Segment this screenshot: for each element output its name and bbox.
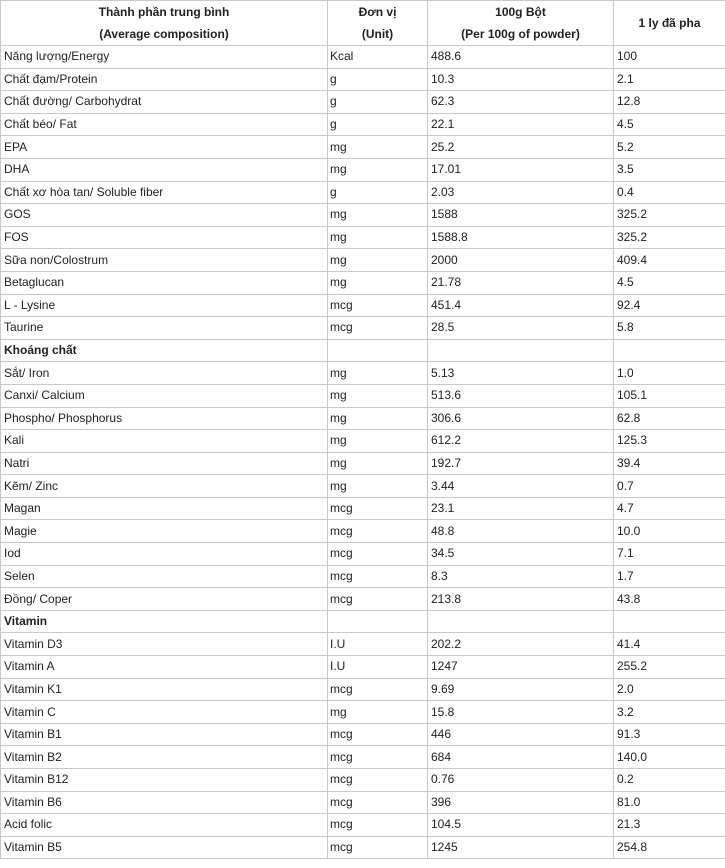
table-row bbox=[1, 656, 725, 679]
empty-cell bbox=[428, 339, 614, 362]
cell-unit: mg bbox=[328, 701, 428, 724]
cell-unit: mg bbox=[328, 136, 428, 159]
cell-per-100g: 23.1 bbox=[428, 497, 614, 520]
cell-name: Chất béo/ Fat bbox=[1, 113, 328, 136]
cell-name: Kẽm/ Zinc bbox=[1, 475, 328, 498]
header-per-cup-label: 1 ly đã pha bbox=[638, 16, 701, 30]
table-row bbox=[1, 294, 725, 317]
cell-unit: mg bbox=[328, 226, 428, 249]
cell-per-100g: 396 bbox=[428, 791, 614, 814]
cell-per-100g: 34.5 bbox=[428, 543, 614, 566]
cell-per-100g: 213.8 bbox=[428, 588, 614, 611]
cell-per-cup: 3.5 bbox=[614, 158, 725, 181]
cell-unit: mg bbox=[328, 475, 428, 498]
cell-per-100g: 192.7 bbox=[428, 452, 614, 475]
cell-per-100g: 446 bbox=[428, 723, 614, 746]
cell-per-cup: 81.0 bbox=[614, 791, 725, 814]
table-row bbox=[1, 520, 725, 543]
table-row bbox=[1, 46, 725, 69]
cell-name: Chất xơ hòa tan/ Soluble fiber bbox=[1, 181, 328, 204]
cell-name: Kali bbox=[1, 430, 328, 453]
table-row bbox=[1, 791, 725, 814]
cell-per-cup: 62.8 bbox=[614, 407, 725, 430]
cell-per-100g: 28.5 bbox=[428, 317, 614, 340]
cell-name: Phospho/ Phosphorus bbox=[1, 407, 328, 430]
table-row bbox=[1, 113, 725, 136]
cell-per-cup: 43.8 bbox=[614, 588, 725, 611]
table-row bbox=[1, 543, 725, 566]
cell-unit: mcg bbox=[328, 769, 428, 792]
cell-per-cup: 0.4 bbox=[614, 181, 725, 204]
cell-per-cup: 1.7 bbox=[614, 565, 725, 588]
cell-name: Vitamin B12 bbox=[1, 769, 328, 792]
cell-per-cup: 125.3 bbox=[614, 430, 725, 453]
cell-unit: g bbox=[328, 181, 428, 204]
table-row bbox=[1, 814, 725, 837]
cell-name: Vitamin D3 bbox=[1, 633, 328, 656]
cell-unit: Kcal bbox=[328, 46, 428, 69]
cell-name: L - Lysine bbox=[1, 294, 328, 317]
cell-unit: mg bbox=[328, 407, 428, 430]
cell-per-cup: 100 bbox=[614, 46, 725, 69]
table-row bbox=[1, 565, 725, 588]
cell-per-100g: 15.8 bbox=[428, 701, 614, 724]
cell-per-cup: 3.2 bbox=[614, 701, 725, 724]
section-title: Vitamin bbox=[1, 610, 328, 633]
header-per-100g-vi: 100g Bột bbox=[495, 5, 546, 19]
cell-per-100g: 25.2 bbox=[428, 136, 614, 159]
cell-name: Sữa non/Colostrum bbox=[1, 249, 328, 272]
section-title: Khoáng chất bbox=[1, 339, 328, 362]
cell-name: FOS bbox=[1, 226, 328, 249]
table-row bbox=[1, 158, 725, 181]
cell-name: Sắt/ Iron bbox=[1, 362, 328, 385]
cell-name: GOS bbox=[1, 204, 328, 227]
cell-unit: mcg bbox=[328, 588, 428, 611]
cell-name: DHA bbox=[1, 158, 328, 181]
table-row bbox=[1, 701, 725, 724]
cell-name: Magie bbox=[1, 520, 328, 543]
cell-name: Chất đạm/Protein bbox=[1, 68, 328, 91]
cell-per-100g: 21.78 bbox=[428, 271, 614, 294]
cell-per-cup: 0.2 bbox=[614, 769, 725, 792]
cell-unit: mg bbox=[328, 271, 428, 294]
cell-name: Natri bbox=[1, 452, 328, 475]
cell-per-cup: 5.2 bbox=[614, 136, 725, 159]
cell-per-cup: 140.0 bbox=[614, 746, 725, 769]
cell-per-100g: 5.13 bbox=[428, 362, 614, 385]
cell-per-cup: 12.8 bbox=[614, 91, 725, 114]
cell-unit: mcg bbox=[328, 543, 428, 566]
cell-per-100g: 22.1 bbox=[428, 113, 614, 136]
cell-name: Vitamin B2 bbox=[1, 746, 328, 769]
cell-per-cup: 39.4 bbox=[614, 452, 725, 475]
cell-unit: mcg bbox=[328, 294, 428, 317]
cell-per-100g: 1245 bbox=[428, 836, 614, 859]
cell-unit: mg bbox=[328, 362, 428, 385]
cell-per-cup: 2.1 bbox=[614, 68, 725, 91]
cell-unit: g bbox=[328, 113, 428, 136]
cell-name: Magan bbox=[1, 497, 328, 520]
cell-per-cup: 325.2 bbox=[614, 226, 725, 249]
table-row bbox=[1, 769, 725, 792]
cell-name: Vitamin A bbox=[1, 656, 328, 679]
cell-name: Năng lượng/Energy bbox=[1, 46, 328, 69]
table-row bbox=[1, 68, 725, 91]
table-row bbox=[1, 204, 725, 227]
cell-per-100g: 684 bbox=[428, 746, 614, 769]
cell-per-cup: 2.0 bbox=[614, 678, 725, 701]
cell-per-cup: 0.7 bbox=[614, 475, 725, 498]
cell-per-cup: 255.2 bbox=[614, 656, 725, 679]
cell-per-100g: 8.3 bbox=[428, 565, 614, 588]
table-row bbox=[1, 91, 725, 114]
cell-unit: mg bbox=[328, 430, 428, 453]
cell-unit: mcg bbox=[328, 678, 428, 701]
cell-unit: mcg bbox=[328, 497, 428, 520]
cell-unit: mcg bbox=[328, 836, 428, 859]
empty-cell bbox=[428, 610, 614, 633]
cell-per-cup: 5.8 bbox=[614, 317, 725, 340]
cell-unit: g bbox=[328, 68, 428, 91]
header-unit bbox=[328, 1, 428, 46]
table-row bbox=[1, 181, 725, 204]
empty-cell bbox=[614, 610, 725, 633]
cell-unit: mg bbox=[328, 158, 428, 181]
cell-per-100g: 0.76 bbox=[428, 769, 614, 792]
cell-per-100g: 10.3 bbox=[428, 68, 614, 91]
cell-name: Vitamin K1 bbox=[1, 678, 328, 701]
section-row bbox=[1, 339, 725, 362]
table-row bbox=[1, 475, 725, 498]
cell-per-cup: 105.1 bbox=[614, 384, 725, 407]
header-per-100g bbox=[428, 1, 614, 46]
cell-unit: mcg bbox=[328, 565, 428, 588]
cell-per-100g: 62.3 bbox=[428, 91, 614, 114]
cell-unit: mg bbox=[328, 249, 428, 272]
cell-name: Vitamin C bbox=[1, 701, 328, 724]
cell-per-cup: 10.0 bbox=[614, 520, 725, 543]
cell-unit: mcg bbox=[328, 520, 428, 543]
table-row bbox=[1, 317, 725, 340]
cell-name: Vitamin B6 bbox=[1, 791, 328, 814]
cell-unit: mg bbox=[328, 204, 428, 227]
cell-name: Canxi/ Calcium bbox=[1, 384, 328, 407]
cell-per-100g: 1588.8 bbox=[428, 226, 614, 249]
cell-name: Vitamin B1 bbox=[1, 723, 328, 746]
cell-per-cup: 4.5 bbox=[614, 113, 725, 136]
cell-per-cup: 91.3 bbox=[614, 723, 725, 746]
header-composition bbox=[1, 1, 328, 46]
cell-per-cup: 92.4 bbox=[614, 294, 725, 317]
cell-per-cup: 325.2 bbox=[614, 204, 725, 227]
table-row bbox=[1, 836, 725, 859]
cell-per-cup: 254.8 bbox=[614, 836, 725, 859]
table-header bbox=[1, 1, 725, 46]
cell-per-cup: 7.1 bbox=[614, 543, 725, 566]
cell-unit: g bbox=[328, 91, 428, 114]
cell-unit: mg bbox=[328, 384, 428, 407]
cell-per-100g: 17.01 bbox=[428, 158, 614, 181]
section-row bbox=[1, 610, 725, 633]
table-row bbox=[1, 678, 725, 701]
cell-name: Đồng/ Coper bbox=[1, 588, 328, 611]
table-row bbox=[1, 271, 725, 294]
table-row bbox=[1, 746, 725, 769]
empty-cell bbox=[328, 610, 428, 633]
table-row bbox=[1, 136, 725, 159]
header-unit-en: (Unit) bbox=[361, 27, 394, 41]
header-unit-vi: Đơn vị bbox=[358, 5, 397, 19]
table-row bbox=[1, 226, 725, 249]
table-row bbox=[1, 430, 725, 453]
cell-name: Selen bbox=[1, 565, 328, 588]
header-composition-vi: Thành phần trung bình bbox=[98, 5, 230, 19]
empty-cell bbox=[328, 339, 428, 362]
cell-per-100g: 202.2 bbox=[428, 633, 614, 656]
cell-unit: I.U bbox=[328, 656, 428, 679]
table-row bbox=[1, 384, 725, 407]
table-row bbox=[1, 497, 725, 520]
cell-unit: mcg bbox=[328, 723, 428, 746]
table-row bbox=[1, 723, 725, 746]
table-row bbox=[1, 588, 725, 611]
cell-per-100g: 513.6 bbox=[428, 384, 614, 407]
table-row bbox=[1, 452, 725, 475]
cell-per-cup: 21.3 bbox=[614, 814, 725, 837]
cell-name: Chất đường/ Carbohydrat bbox=[1, 91, 328, 114]
cell-per-cup: 4.5 bbox=[614, 271, 725, 294]
cell-name: Iod bbox=[1, 543, 328, 566]
table-row bbox=[1, 249, 725, 272]
cell-name: Betaglucan bbox=[1, 271, 328, 294]
cell-unit: mcg bbox=[328, 317, 428, 340]
table-row bbox=[1, 407, 725, 430]
table-body bbox=[1, 46, 725, 859]
cell-name: EPA bbox=[1, 136, 328, 159]
cell-per-100g: 2.03 bbox=[428, 181, 614, 204]
header-per-cup bbox=[614, 1, 725, 46]
cell-per-100g: 451.4 bbox=[428, 294, 614, 317]
header-row bbox=[1, 1, 725, 46]
header-composition-en: (Average composition) bbox=[99, 27, 229, 41]
empty-cell bbox=[614, 339, 725, 362]
cell-per-100g: 104.5 bbox=[428, 814, 614, 837]
table-row bbox=[1, 362, 725, 385]
cell-unit: mcg bbox=[328, 814, 428, 837]
cell-per-cup: 409.4 bbox=[614, 249, 725, 272]
cell-unit: mcg bbox=[328, 746, 428, 769]
cell-per-100g: 1588 bbox=[428, 204, 614, 227]
cell-per-100g: 2000 bbox=[428, 249, 614, 272]
cell-per-100g: 3.44 bbox=[428, 475, 614, 498]
cell-per-cup: 41.4 bbox=[614, 633, 725, 656]
cell-name: Vitamin B5 bbox=[1, 836, 328, 859]
cell-per-100g: 306.6 bbox=[428, 407, 614, 430]
cell-name: Acid folic bbox=[1, 814, 328, 837]
cell-name: Taurine bbox=[1, 317, 328, 340]
cell-per-100g: 488.6 bbox=[428, 46, 614, 69]
cell-per-cup: 4.7 bbox=[614, 497, 725, 520]
cell-per-100g: 9.69 bbox=[428, 678, 614, 701]
cell-unit: mcg bbox=[328, 791, 428, 814]
cell-unit: I.U bbox=[328, 633, 428, 656]
header-per-100g-en: (Per 100g of powder) bbox=[461, 27, 580, 41]
table-row bbox=[1, 633, 725, 656]
cell-per-100g: 1247 bbox=[428, 656, 614, 679]
cell-per-cup: 1.0 bbox=[614, 362, 725, 385]
cell-per-100g: 48.8 bbox=[428, 520, 614, 543]
cell-unit: mg bbox=[328, 452, 428, 475]
cell-per-100g: 612.2 bbox=[428, 430, 614, 453]
